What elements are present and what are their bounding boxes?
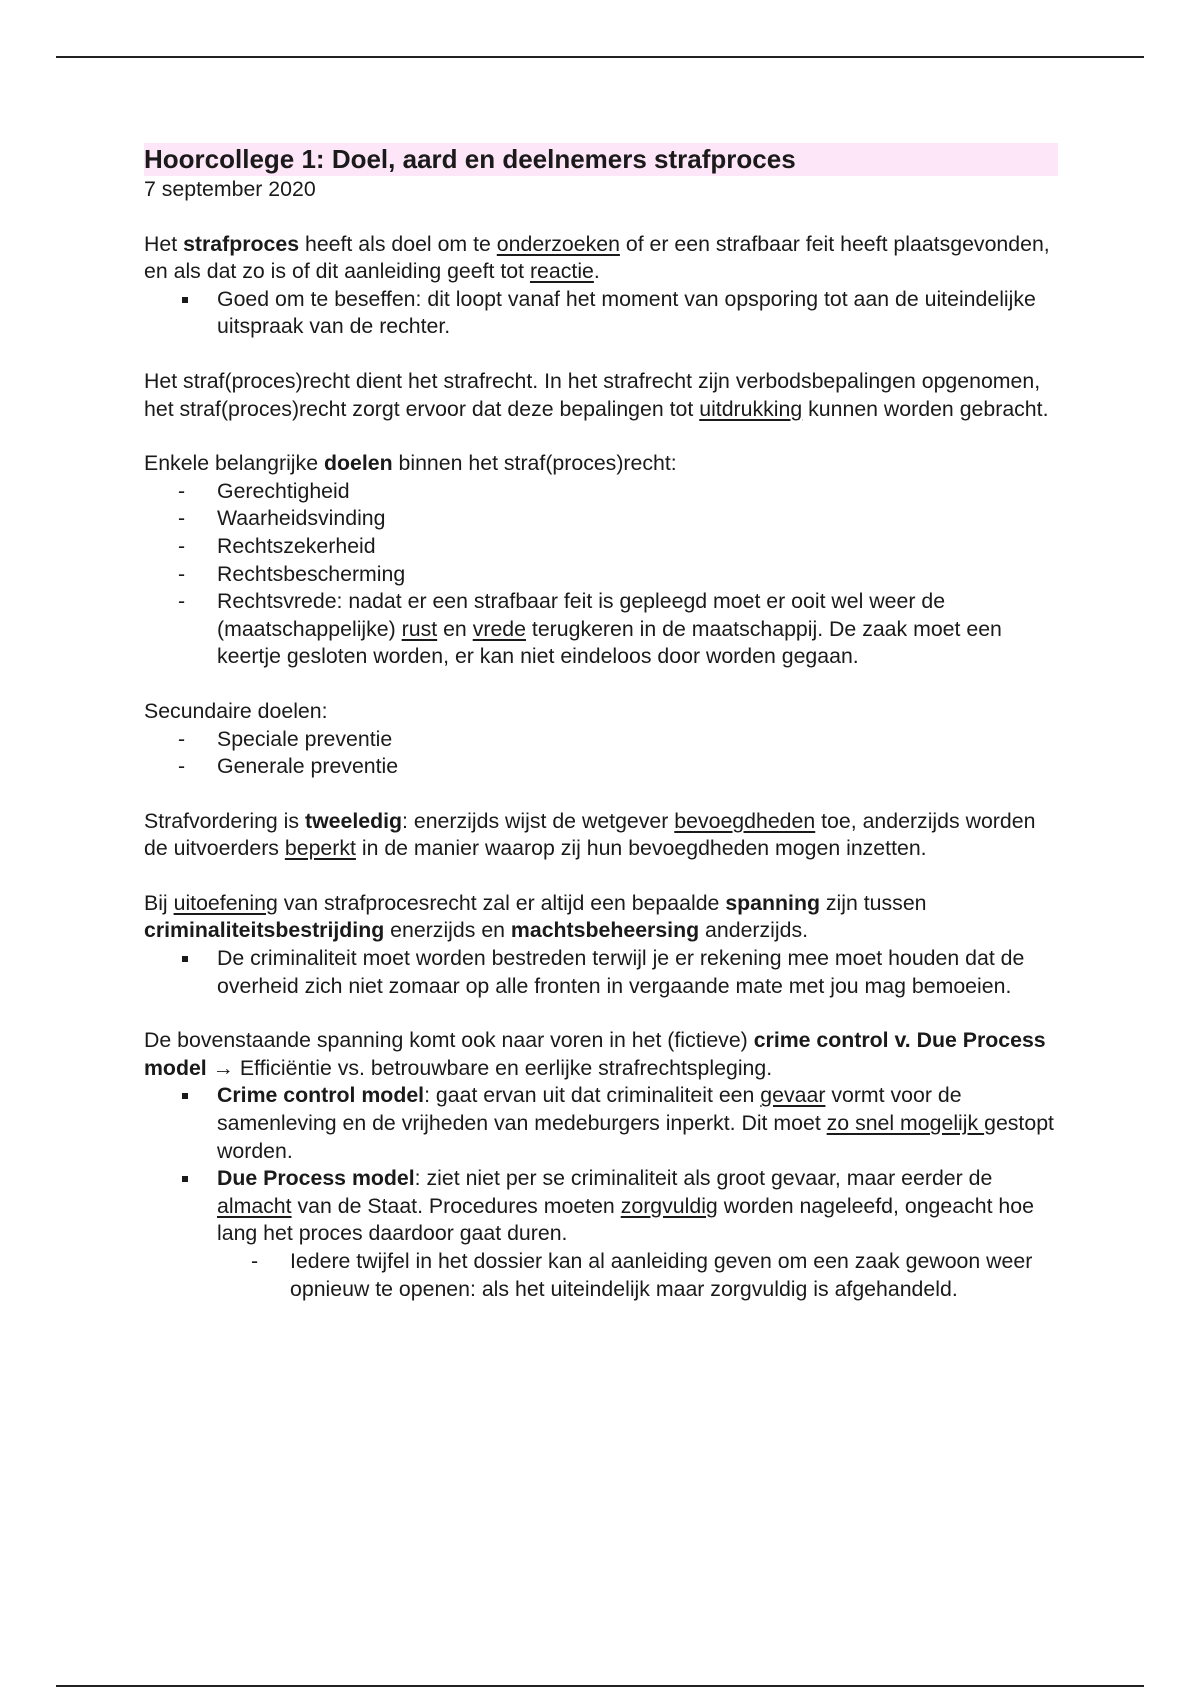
paragraph-doelen-intro: Enkele belangrijke doelen binnen het straf(proces)recht: (144, 451, 677, 476)
secundaire-doelen-list (144, 726, 1064, 781)
dash-bullet-icon: - (178, 726, 186, 751)
list-item: - Iedere twijfel in het dossier kan al aanleiding geven om een zaak gewoon weer opnieuw te openen: als het uiteindelijk maar zorgvuldig is afgehandeld. (251, 1249, 1033, 1301)
list-item-crime-control: Crime control model: gaat ervan uit dat criminaliteit een gevaar vormt voor de samenleving en de vrijheden van medeburgers inperkt. Dit moet zo snel mogelijk gestopt worden. (144, 1082, 1064, 1165)
list-item: - Rechtsbescherming (144, 561, 1064, 589)
dash-bullet-icon: - (178, 754, 186, 779)
list-item: Goed om te beseffen: dit loopt vanaf het moment van opsporing tot aan de uiteindelijke uitspraak van de rechter. (144, 286, 1064, 341)
dash-bullet-icon: - (178, 589, 186, 614)
paragraph-models: De bovenstaande spanning komt ook naar voren in het (fictieve) crime control v. Due Process model → Efficiëntie vs. betrouwbare en eerlijke strafrechtspleging. (144, 1028, 1046, 1080)
lecture-date: 7 september 2020 (144, 177, 316, 201)
dash-bullet-icon: - (178, 533, 186, 558)
dash-bullet-icon: - (178, 561, 186, 586)
bullet-list (144, 945, 1064, 1000)
square-bullet-icon (182, 956, 188, 962)
dash-bullet-icon: - (251, 1249, 259, 1273)
list-item-due-process: Due Process model: ziet niet per se criminaliteit als groot gevaar, maar eerder de almacht van de Staat. Procedures moeten zorgvuldig worden nageleefd, ongeacht hoe lang het proces daardoor gaat duren. - Iedere twijfel in het dossier kan al aanleiding geven om een zaak gewoon weer opnieuw te openen: als het uiteindelijk maar zorgvuldig is afgehandeld. (144, 1165, 1064, 1303)
document-body (144, 143, 1064, 1303)
list-item: - Gerechtigheid (144, 478, 1064, 506)
paragraph-spanning: Bij uitoefening van strafprocesrecht zal er altijd een bepaalde spanning zijn tussen criminaliteitsbestrijding enerzijds en machtsbeheersing anderzijds. (144, 890, 927, 943)
secundaire-doelen-heading: Secundaire doelen: (144, 698, 328, 723)
list-item: - Speciale preventie (144, 726, 1064, 754)
list-item-rechtsvrede: - Rechtsvrede: nadat er een strafbaar feit is gepleegd moet er ooit wel weer de (maatschappelijke) rust en vrede terugkeren in de maatschappij. De zaak moet een keertje gesloten worden, er kan niet eindeloos door worden gegaan. (178, 589, 1002, 669)
bullet-list (144, 286, 1064, 341)
paragraph-strafproces-doel: Het strafproces heeft als doel om te onderzoeken of er een strafbaar feit heeft plaatsgevonden, en als dat zo is of dit aanleiding geeft tot reactie. (144, 231, 1050, 284)
dash-bullet-icon: - (178, 478, 186, 503)
square-bullet-icon (182, 1093, 188, 1099)
list-item: - Generale preventie (144, 753, 1064, 781)
square-bullet-icon (182, 1176, 188, 1182)
list-item: - Waarheidsvinding (144, 505, 1064, 533)
square-bullet-icon (182, 297, 188, 303)
paragraph-strafprocesrecht: Het straf(proces)recht dient het strafrecht. In het strafrecht zijn verbodsbepalingen opgenomen, het straf(proces)recht zorgt ervoor dat deze bepalingen tot uitdrukking kunnen worden gebracht. (144, 368, 1049, 421)
footer-rule (56, 1685, 1144, 1687)
dash-bullet-icon: - (178, 506, 186, 531)
page-title: Hoorcollege 1: Doel, aard en deelnemers strafproces (144, 143, 1058, 176)
models-list (144, 1082, 1064, 1303)
sub-list (217, 1248, 1064, 1303)
doelen-list (144, 478, 1064, 671)
list-item: - Rechtszekerheid (144, 533, 1064, 561)
paragraph-tweeledig: Strafvordering is tweeledig: enerzijds wijst de wetgever bevoegdheden toe, anderzijds worden de uitvoerders beperkt in de manier waarop zij hun bevoegdheden mogen inzetten. (144, 808, 1036, 861)
header-rule (56, 56, 1144, 58)
list-item: De criminaliteit moet worden bestreden terwijl je er rekening mee moet houden dat de overheid zich niet zomaar op alle fronten in vergaande mate met jou mag bemoeien. (144, 945, 1064, 1000)
